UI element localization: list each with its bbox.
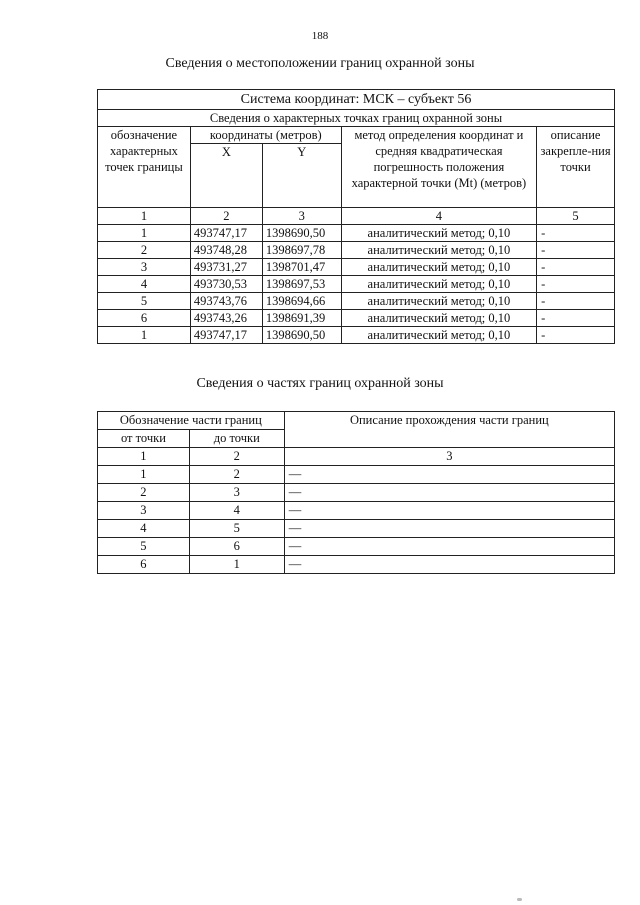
- table-row: [98, 466, 615, 484]
- column-number: 1: [98, 448, 190, 466]
- from-cell: 5: [98, 538, 190, 556]
- point-cell: 2: [98, 242, 191, 259]
- part-description-cell: —: [284, 520, 614, 538]
- x-cell: 493730,53: [190, 276, 262, 293]
- method-cell: аналитический метод; 0,10: [341, 327, 536, 344]
- to-cell: 4: [189, 502, 284, 520]
- part-description-cell: —: [284, 466, 614, 484]
- page-number: 188: [311, 30, 329, 42]
- point-description-header: описание закрепле-ния точки: [537, 127, 615, 208]
- column-number: 3: [284, 448, 614, 466]
- from-point-header: от точки: [98, 430, 190, 448]
- table-row: [98, 502, 615, 520]
- part-description-cell: —: [284, 484, 614, 502]
- column-number: 3: [262, 208, 341, 225]
- point-cell: 4: [98, 276, 191, 293]
- from-cell: 3: [98, 502, 190, 520]
- table-row: [98, 276, 615, 293]
- x-header: X: [190, 144, 262, 208]
- table-row: [98, 293, 615, 310]
- from-cell: 2: [98, 484, 190, 502]
- x-cell: 493743,76: [190, 293, 262, 310]
- table-row: [98, 225, 615, 242]
- table-row: [98, 556, 615, 574]
- point-cell: 1: [98, 327, 191, 344]
- table-row: [98, 242, 615, 259]
- y-cell: 1398701,47: [262, 259, 341, 276]
- description-cell: -: [537, 259, 615, 276]
- column-number: 2: [189, 448, 284, 466]
- column-numbers-row: [98, 448, 615, 466]
- from-cell: 6: [98, 556, 190, 574]
- y-cell: 1398697,53: [262, 276, 341, 293]
- to-cell: 2: [189, 466, 284, 484]
- table-row: [98, 538, 615, 556]
- part-designation-header: Обозначение части границ: [98, 412, 285, 430]
- to-cell: 6: [189, 538, 284, 556]
- description-cell: -: [537, 242, 615, 259]
- x-cell: 493748,28: [190, 242, 262, 259]
- column-numbers-row: [98, 208, 615, 225]
- description-cell: -: [537, 293, 615, 310]
- method-cell: аналитический метод; 0,10: [341, 293, 536, 310]
- description-cell: -: [537, 225, 615, 242]
- y-cell: 1398694,66: [262, 293, 341, 310]
- table-row: [98, 327, 615, 344]
- description-cell: -: [537, 327, 615, 344]
- column-number: 5: [537, 208, 615, 225]
- method-cell: аналитический метод; 0,10: [341, 310, 536, 327]
- point-cell: 3: [98, 259, 191, 276]
- description-cell: -: [537, 276, 615, 293]
- characteristic-points-subtitle: Сведения о характерных точках границ охранной зоны: [98, 110, 615, 127]
- point-designation-header: обозначение характерных точек границы: [98, 127, 191, 208]
- scan-speck: [517, 898, 522, 901]
- to-cell: 5: [189, 520, 284, 538]
- boundary-parts-table: [97, 411, 615, 574]
- parts-title: Сведения о частях границ охранной зоны: [196, 376, 444, 391]
- table-row: [98, 310, 615, 327]
- coordinates-group-header: координаты (метров): [190, 127, 341, 144]
- point-cell: 1: [98, 225, 191, 242]
- method-cell: аналитический метод; 0,10: [341, 259, 536, 276]
- x-cell: 493743,26: [190, 310, 262, 327]
- point-cell: 5: [98, 293, 191, 310]
- from-cell: 1: [98, 466, 190, 484]
- column-number: 1: [98, 208, 191, 225]
- y-cell: 1398691,39: [262, 310, 341, 327]
- x-cell: 493731,27: [190, 259, 262, 276]
- method-header: метод определения координат и средняя квадратическая погрешность положения характерной точки (Mt) (метров): [341, 127, 536, 208]
- method-cell: аналитический метод; 0,10: [341, 276, 536, 293]
- part-description-header: Описание прохождения части границ: [284, 412, 614, 448]
- part-description-cell: —: [284, 556, 614, 574]
- x-cell: 493747,17: [190, 327, 262, 344]
- coordinates-table: [97, 89, 615, 344]
- main-title: Сведения о местоположении границ охранной зоны: [165, 56, 475, 71]
- column-number: 4: [341, 208, 536, 225]
- to-cell: 1: [189, 556, 284, 574]
- table-row: [98, 484, 615, 502]
- to-cell: 3: [189, 484, 284, 502]
- column-number: 2: [190, 208, 262, 225]
- table-row: [98, 259, 615, 276]
- point-cell: 6: [98, 310, 191, 327]
- y-header: Y: [262, 144, 341, 208]
- from-cell: 4: [98, 520, 190, 538]
- table-row: [98, 520, 615, 538]
- y-cell: 1398697,78: [262, 242, 341, 259]
- to-point-header: до точки: [189, 430, 284, 448]
- coordinate-system-cell: Система координат: МСК – субъект 56: [98, 90, 615, 110]
- x-cell: 493747,17: [190, 225, 262, 242]
- y-cell: 1398690,50: [262, 225, 341, 242]
- method-cell: аналитический метод; 0,10: [341, 225, 536, 242]
- description-cell: -: [537, 310, 615, 327]
- method-cell: аналитический метод; 0,10: [341, 242, 536, 259]
- part-description-cell: —: [284, 538, 614, 556]
- y-cell: 1398690,50: [262, 327, 341, 344]
- part-description-cell: —: [284, 502, 614, 520]
